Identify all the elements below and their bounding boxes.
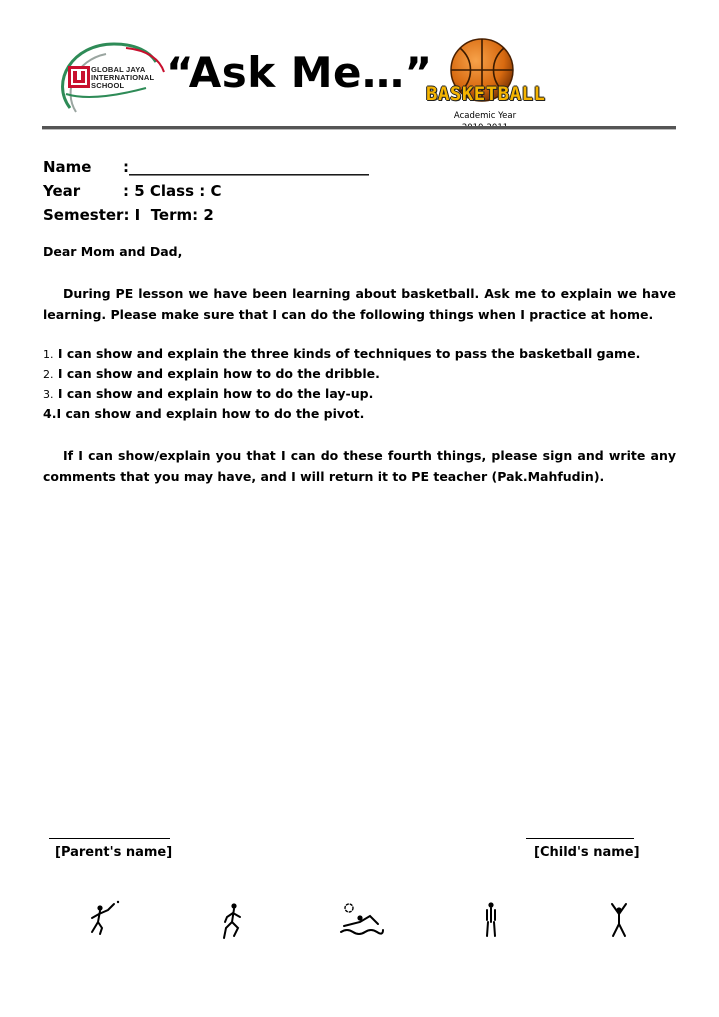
closing-paragraph: If I can show/explain you that I can do these fourth things, please sign and write any comments that you may have, and I will return it to PE teacher (Pak.Mahfudin). [43,448,676,484]
academic-year-label: Academic Year [453,111,517,121]
year-class-value: : 5 Class : C [123,182,222,200]
list-item-number: 4. [43,406,57,421]
page-title: “Ask Me…” [166,48,433,97]
child-signature-line [526,838,634,839]
parent-signature-line [49,838,170,839]
swimmer-icon [338,898,384,944]
list-item-number: 1. [43,348,54,361]
list-item-text: I can show and explain how to do the pivot. [56,406,365,421]
runner-icon [213,900,253,946]
tennis-player-icon [82,898,122,944]
header-divider [42,126,676,130]
list-item [43,404,364,424]
cheering-athlete-icon [600,898,640,944]
greeting: Dear Mom and Dad, [43,244,183,259]
standing-athlete-icon [472,898,512,944]
logo-text-line3: SCHOOL [91,81,125,90]
list-item [43,344,640,365]
year-label: Year [43,182,81,200]
list-item [43,384,373,405]
intro-paragraph: During PE lesson we have been learning about basketball. Ask me to explain we have learning. Please make sure that I can do the following things when I practice at home. [43,286,676,322]
semester-term-line: Semester: I Term: 2 [43,206,214,224]
list-item-text: I can show and explain the three kinds of techniques to pass the basketball game. [57,346,641,361]
name-label: Name [43,158,92,176]
parent-name-label: [Parent's name] [55,845,173,860]
list-item-text: I can show and explain how to do the dribble. [57,366,380,381]
child-name-label: [Child's name] [534,845,640,860]
logo-text-line2: INTERNATIONAL [91,73,155,82]
list-item-number: 3. [43,388,54,401]
list-item-text: I can show and explain how to do the lay-up. [57,386,374,401]
logo-text-line1: GLOBAL JAYA [91,65,146,74]
name-field: :________________________________ [123,158,369,176]
basketball-wordmark: BASKETBALL [426,83,546,105]
list-item [43,364,380,385]
list-item-number: 2. [43,368,54,381]
